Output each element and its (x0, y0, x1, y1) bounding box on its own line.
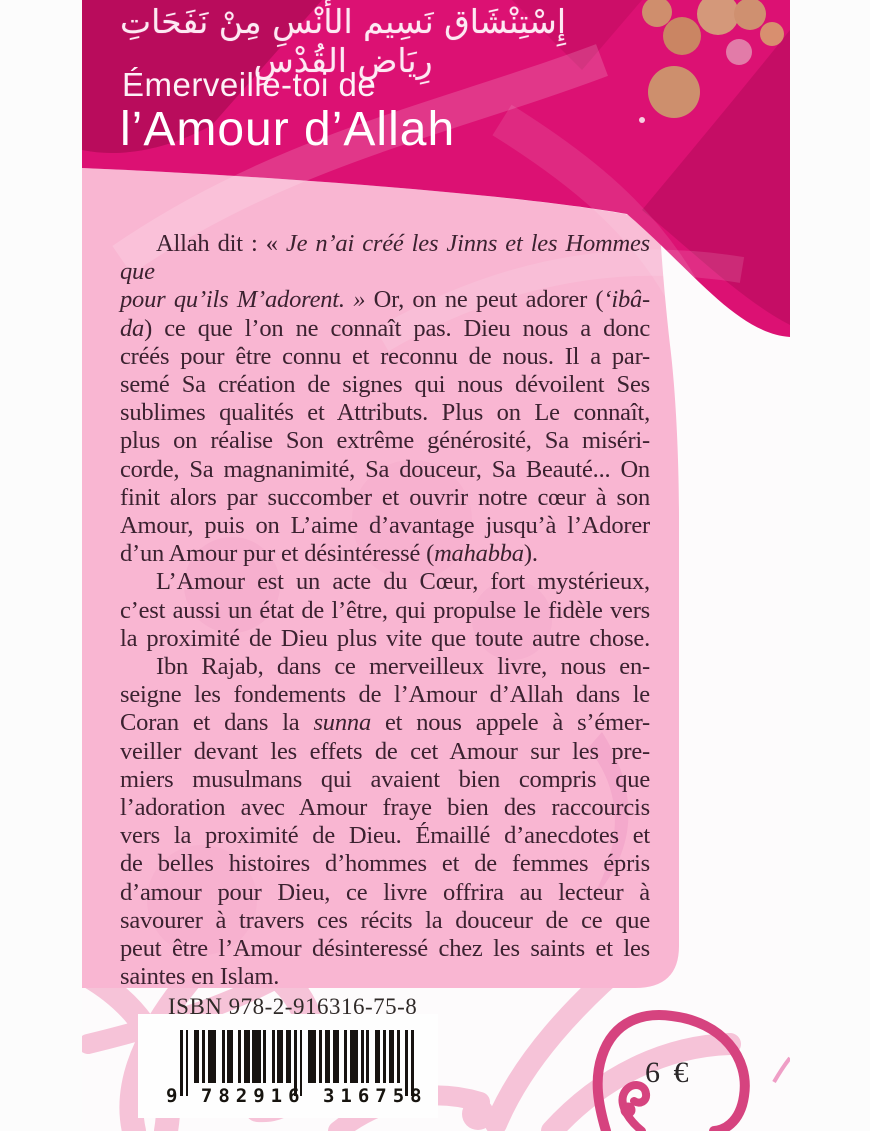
barcode-bar (252, 1030, 260, 1083)
synopsis-line: la proximité de Dieu plus vite que toute autre chose. (120, 624, 650, 652)
synopsis-line: savourer à travers ces récits la douceur de ce que (120, 906, 650, 934)
synopsis-line: veiller devant les effets de cet Amour sur les pre- (120, 737, 650, 765)
synopsis-line: Coran et dans la sunna et nous appele à s’émer- (120, 709, 650, 737)
synopsis-line: peut être l’Amour désinteressé chez les saints et les (120, 935, 650, 963)
barcode-digits: 9 782916 316758 (166, 1085, 428, 1107)
price-label: 6 € (645, 1056, 692, 1089)
barcode-bar (333, 1030, 339, 1083)
barcode-bar (397, 1030, 400, 1083)
barcode-bar (208, 1030, 216, 1083)
barcode-bar (319, 1030, 322, 1083)
synopsis-line: de belles histoires d’hommes et de femmes épris (120, 850, 650, 878)
synopsis-line: semé Sa création de signes qui nous dévoilent Ses (120, 371, 650, 399)
barcode-bar (344, 1030, 347, 1083)
synopsis-line: l’adoration avec Amour fraye bien des raccourcis (120, 794, 650, 822)
barcode-bar (227, 1030, 233, 1083)
synopsis-line: d’un Amour pur et désintéressé (mahabba). (120, 540, 538, 568)
barcode-bar (194, 1030, 200, 1083)
barcode-bar (366, 1030, 369, 1083)
synopsis-line: Allah dit : « Je n’ai créé les Jinns et les Hommes que (120, 230, 650, 286)
barcode-bar (389, 1030, 395, 1083)
synopsis-line: miers musulmans qui avaient bien compris que (120, 765, 650, 793)
synopsis-line: d’amour pour Dieu, ce livre offrira au lecteur à (120, 878, 650, 906)
synopsis-line: vers la proximité de Dieu. Émaillé d’anecdotes et (120, 822, 650, 850)
barcode-bar (383, 1030, 386, 1083)
synopsis-line: plus on réalise Son extrême générosité, Sa miséri- (120, 427, 650, 455)
synopsis-line: seigne les fondements de l’Amour d’Allah dans le (120, 681, 650, 709)
title-main: l’Amour d’Allah (120, 103, 456, 156)
barcode-bar (244, 1030, 250, 1083)
barcode-bar (350, 1030, 358, 1083)
synopsis-line: finit alors par succomber et ouvrir notre cœur à son (120, 483, 650, 511)
barcode-bar (361, 1030, 364, 1083)
synopsis-line: Amour, puis on L’aime d’avantage jusqu’à l’Adorer (120, 512, 650, 540)
barcode-bar (286, 1030, 292, 1083)
synopsis-line: da) ce que l’on ne connaît pas. Dieu nous a donc (120, 314, 650, 342)
spiral-dot (621, 1103, 636, 1118)
swirl-dot (462, 1098, 494, 1130)
synopsis-line: L’Amour est un acte du Cœur, fort mystérieux, (156, 568, 650, 596)
synopsis-line: corde, Sa magnanimité, Sa douceur, Sa Beauté... On (120, 455, 650, 483)
synopsis-line: saintes en Islam. (120, 963, 280, 991)
barcode-bar (238, 1030, 241, 1083)
book-cover (82, 0, 790, 1131)
barcode-bar (375, 1030, 381, 1083)
synopsis-line: c’est aussi un état de l’être, qui propulse le fidèle vers (120, 596, 650, 624)
barcode-bar (325, 1030, 331, 1083)
isbn-label: ISBN 978-2-916316-75-8 (168, 994, 418, 1019)
barcode-bar (202, 1030, 205, 1083)
barcode-bar (277, 1030, 283, 1083)
synopsis-line: pour qu’ils M’adorent. » Or, on ne peut adorer (‘ibâ- (120, 286, 650, 314)
title-prefix: Émerveille-toi de (122, 66, 377, 103)
barcode-bar (263, 1030, 266, 1083)
synopsis-text (120, 230, 650, 991)
barcode-bar (272, 1030, 275, 1083)
synopsis-line: sublimes qualités et Attributs. Plus on Le connaît, (120, 399, 650, 427)
barcode-bar (222, 1030, 225, 1083)
synopsis-line: Ibn Rajab, dans ce merveilleux livre, nous en- (156, 653, 650, 681)
synopsis-line: créés pour être connu et reconnu de nous. Il a par- (120, 342, 650, 370)
barcode-bar (308, 1030, 316, 1083)
arabic-calligraphy-title: إِسْتِنْشَاق نَسِيم الأُنْسِ مِنْ نَفَحَاتِ رِيَاضِ القُدْسِ (120, 2, 566, 80)
